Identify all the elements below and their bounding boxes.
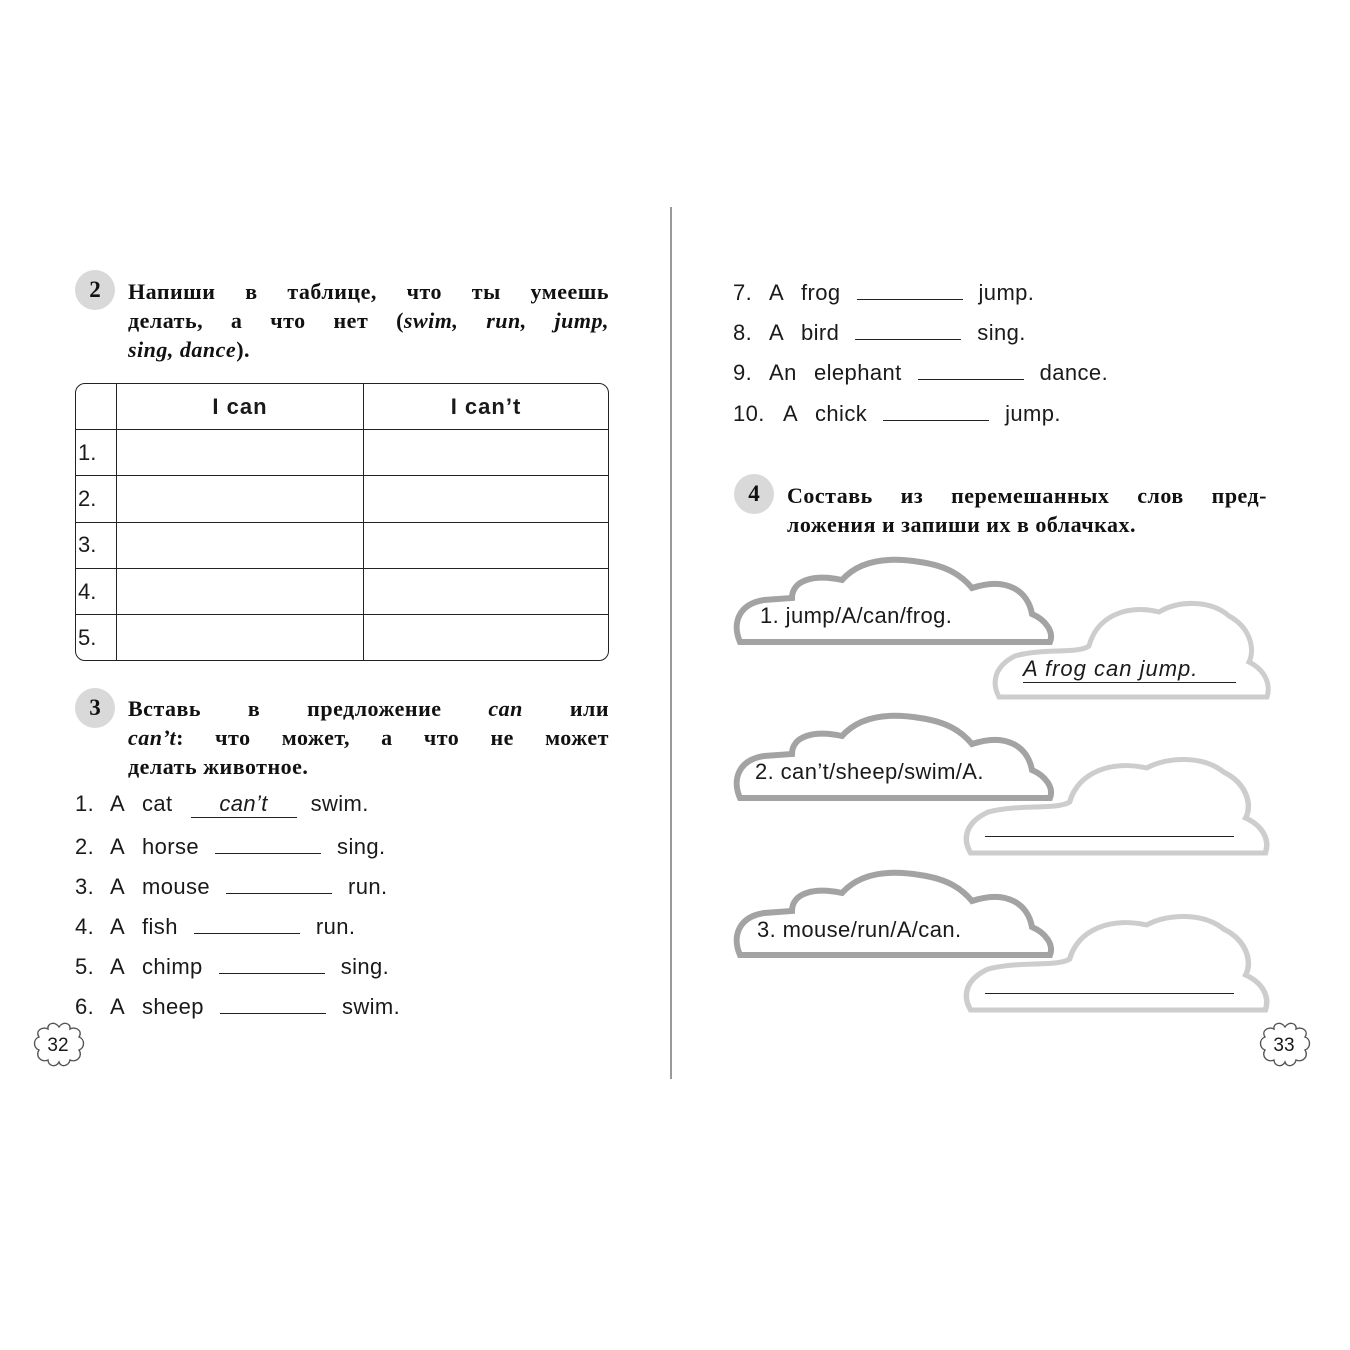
task-4-line-1: Составь из перемешанных слов пред- bbox=[787, 483, 1267, 508]
prompt-cloud bbox=[737, 716, 1051, 798]
task-2-line-2: делать, а что нет (swim, run, jump, bbox=[128, 308, 610, 333]
task-3-line-3: делать животное. bbox=[128, 754, 309, 779]
task-3-line-2: can’t: что может, а что не может bbox=[128, 725, 609, 750]
page-number-right: 33 bbox=[1273, 1035, 1295, 1056]
exercise-item: 5. A chimp sing. bbox=[75, 951, 389, 980]
i-cant-header: I can’t bbox=[364, 384, 608, 430]
exercise-item: 2. A horse sing. bbox=[75, 831, 386, 860]
cloud-answer-line[interactable] bbox=[985, 993, 1234, 994]
task-4-line-2: ложения и запиши их в облачках. bbox=[787, 512, 1137, 537]
task-2-badge: 2 bbox=[75, 270, 115, 310]
exercise-item: 6. A sheep swim. bbox=[75, 991, 400, 1020]
cloud-answer-line[interactable] bbox=[985, 836, 1234, 837]
task-2-line-3: sing, dance). bbox=[128, 337, 251, 362]
page-number-left: 32 bbox=[47, 1035, 69, 1056]
exercise-item: 3. A mouse run. bbox=[75, 871, 388, 900]
task-3-badge: 3 bbox=[75, 688, 115, 728]
cloud-answer[interactable]: A frog can jump. bbox=[1023, 656, 1236, 683]
cloud-prompt: 3. mouse/run/A/can. bbox=[757, 917, 962, 942]
exercise-item: 8. A bird sing. bbox=[733, 317, 1026, 346]
row-number: 3. bbox=[76, 523, 117, 569]
prompt-cloud bbox=[737, 560, 1051, 642]
task-2-line-1: Напиши в таблице, что ты умеешь bbox=[128, 279, 609, 304]
task-3-line-1: Вставь в предложение can или bbox=[128, 696, 610, 721]
exercise-item: 9. An elephant dance. bbox=[733, 357, 1108, 386]
i-can-header: I can bbox=[117, 384, 364, 430]
exercise-item: 10. A chick jump. bbox=[733, 398, 1061, 427]
exercise-item: 1. A cat can’t swim. bbox=[75, 791, 369, 816]
row-number: 5. bbox=[76, 615, 117, 660]
row-number: 1. bbox=[76, 430, 117, 476]
row-number: 2. bbox=[76, 476, 117, 522]
task-4-badge: 4 bbox=[734, 474, 774, 514]
cloud-prompt: 1. jump/A/can/frog. bbox=[760, 603, 953, 628]
exercise-item: 7. A frog jump. bbox=[733, 277, 1034, 306]
answer-blank[interactable]: can’t bbox=[191, 791, 297, 818]
exercise-item: 4. A fish run. bbox=[75, 911, 355, 940]
row-number: 4. bbox=[76, 569, 117, 615]
cloud-prompt: 2. can’t/sheep/swim/A. bbox=[755, 759, 984, 784]
